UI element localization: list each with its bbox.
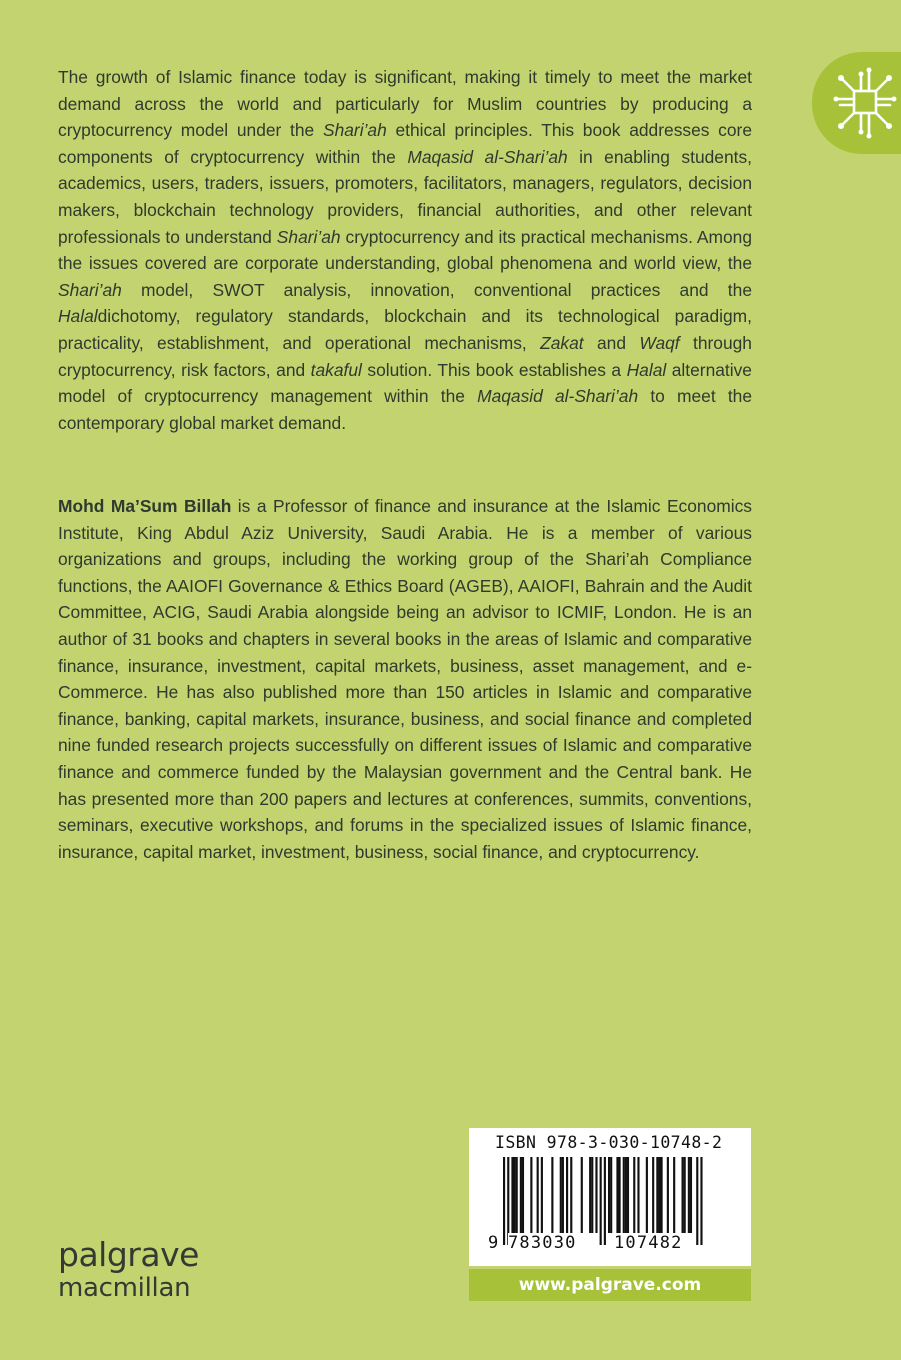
barcode-guard-bar	[507, 1157, 509, 1245]
barcode-bar	[530, 1157, 532, 1233]
barcode-bar	[616, 1157, 618, 1233]
book-description: The growth of Islamic finance today is significant, making it timely to meet the market demand across the world and particularly for Muslim countries by producing a cryptocurrency model under the Shari’ah ethical principles. This book addresses core components of cryptocurrency within the Maqasid al-Shari’ah in enabling students, academics, users, traders, issuers, promoters, facilitators, managers, regulators, decision makers, blockchain technology providers, financial authorities, and other relevant professionals to understand Shari’ah cryptocurrency and its practical mechanisms. Among the issues covered are corporate understanding, global phenomena and world view, the Shari’ah model, SWOT analysis, innovation, conventional practices and the Halaldichotomy, regulatory standards, blockchain and its technological paradigm, practicality, establishment, and operational mechanisms, Zakat and Waqf through cryptocurrency, risk factors, and takaful solution. This book establishes a Halal alternative model of cryptocurrency management within the Maqasid al-Shari’ah to meet the contemporary global market demand.	[58, 67, 753, 433]
publisher-logo	[58, 1236, 278, 1302]
publisher-logo-line2: macmillan	[58, 1273, 191, 1303]
author-bio: Mohd Ma’Sum Billah is a Professor of finance and insurance at the Islamic Economics Institute, King Abdul Aziz University, Saudi Arabia. He is a member of various organizations and groups, including the working group of the Shari’ah Compliance functions, the AAIOFI Governance & Ethics Board (AGEB), AAIOFI, Bahrain and the Audit Committee, ACIG, Saudi Arabia alongside being an advisor to ICMIF, London. He is an author of 31 books and chapters in several books in the areas of Islamic and comparative finance, insurance, investment, capital markets, business, asset management, and e-Commerce. He has also published more than 150 articles in Islamic and comparative finance, banking, capital markets, insurance, business, and social finance and completed nine funded research projects successfully on different issues of Islamic and comparative finance and commerce funded by the Malaysian government and the Central bank. He has presented more than 200 papers and lectures at conferences, summits, conventions, seminars, executive workshops, and forums in the specialized issues of Islamic finance, insurance, capital market, investment, business, social finance, and cryptocurrency.	[58, 496, 753, 862]
barcode-bar	[656, 1157, 658, 1233]
barcode-bar	[589, 1157, 591, 1233]
isbn-barcode	[469, 1128, 751, 1266]
barcode-bar	[566, 1157, 568, 1233]
barcode-bar	[625, 1157, 627, 1233]
isbn-digits-left: 783030	[508, 1233, 577, 1253]
barcode-bar	[633, 1157, 635, 1233]
barcode-bar	[637, 1157, 639, 1233]
barcode-bar	[595, 1157, 597, 1233]
barcode-guard-bar	[600, 1157, 602, 1245]
barcode-bar	[658, 1157, 660, 1233]
barcode-bar	[560, 1157, 562, 1233]
barcode-bar	[562, 1157, 564, 1233]
series-badge	[812, 52, 901, 154]
barcode-bar	[661, 1157, 663, 1233]
barcode-bar	[673, 1157, 675, 1233]
circuit-chip-icon	[830, 64, 901, 142]
barcode-bar	[610, 1157, 612, 1233]
barcode-bar	[688, 1157, 690, 1233]
barcode-bar	[619, 1157, 621, 1233]
barcode-guard-bar	[503, 1157, 505, 1245]
barcode-bar	[646, 1157, 648, 1233]
barcode-bar	[667, 1157, 669, 1233]
barcode-bar	[682, 1157, 684, 1233]
barcode-bar	[537, 1157, 539, 1233]
barcode-guard-bar	[696, 1157, 698, 1245]
barcode-bar	[690, 1157, 692, 1233]
barcode-bar	[581, 1157, 583, 1233]
barcode-bar	[627, 1157, 629, 1233]
publisher-website[interactable]: www.palgrave.com	[469, 1269, 751, 1301]
barcode-bar	[511, 1157, 513, 1233]
barcode-bar	[551, 1157, 553, 1233]
barcode-bar	[541, 1157, 543, 1233]
barcode-bar	[608, 1157, 610, 1233]
barcode-bar	[514, 1157, 516, 1233]
barcode-bar	[591, 1157, 593, 1233]
barcode-bar	[570, 1157, 572, 1233]
publisher-logo-line1: palgrave	[58, 1235, 199, 1274]
barcode-bar	[623, 1157, 625, 1233]
barcode-guard-bar	[700, 1157, 702, 1245]
barcode-bar	[520, 1157, 522, 1233]
barcode-bar	[516, 1157, 518, 1233]
isbn-digits-right: 107482	[614, 1233, 683, 1253]
isbn-label: ISBN 978-3-030-10748-2	[495, 1133, 723, 1152]
barcode-guard-bar	[604, 1157, 606, 1245]
author-name: Mohd Ma’Sum Billah	[58, 496, 232, 516]
barcode-bars	[503, 1157, 727, 1245]
barcode-bar	[652, 1157, 654, 1233]
barcode-bar	[684, 1157, 686, 1233]
isbn-digit-lead: 9	[488, 1233, 499, 1253]
barcode-bar	[522, 1157, 524, 1233]
